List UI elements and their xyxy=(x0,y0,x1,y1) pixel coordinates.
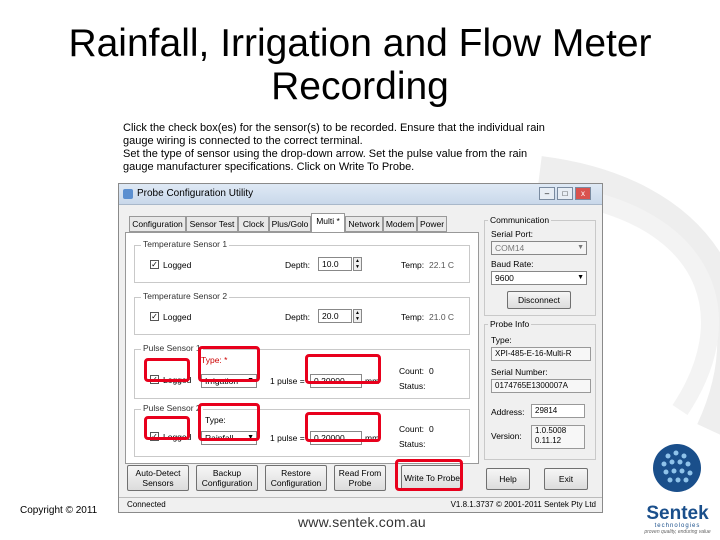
highlight-box-pulse-1 xyxy=(305,354,381,384)
status-bar xyxy=(119,497,602,512)
group-legend: Temperature Sensor 1 xyxy=(143,239,228,249)
pulse-label: 1 pulse = xyxy=(270,376,305,386)
write-to-probe-button[interactable]: Write To Probe xyxy=(401,465,463,491)
auto-detect-sensors-button[interactable]: Auto-Detect Sensors xyxy=(127,465,189,491)
instruction-line: Click the check box(es) for the sensor(s) to be recorded. Ensure that the individual rain xyxy=(123,122,545,134)
minimize-button[interactable]: – xyxy=(539,187,555,200)
temp2-logged-checkbox[interactable]: ✓ xyxy=(151,312,158,321)
window-title: Probe Configuration Utility xyxy=(137,188,254,199)
unit-label: mm xyxy=(365,376,380,386)
disconnect-button[interactable]: Disconnect xyxy=(507,291,571,309)
group-legend: Pulse Sensor 1 xyxy=(143,343,201,353)
chevron-down-icon: ▼ xyxy=(577,244,584,251)
instructions xyxy=(123,122,593,174)
status-label: Status: xyxy=(399,439,426,449)
highlight-box-write xyxy=(395,459,463,491)
logged-label: Logged xyxy=(163,260,192,270)
baud-rate-value: 9600 xyxy=(495,273,514,283)
group-legend: Communication xyxy=(490,215,550,225)
version-line: 1.0.5008 xyxy=(535,426,567,435)
tab-configuration[interactable]: Configuration xyxy=(129,216,186,232)
tab-sensor-test[interactable]: Sensor Test xyxy=(186,216,238,232)
temperature-sensor-2-group xyxy=(134,291,470,335)
sentek-logo xyxy=(640,440,715,535)
probe-config-window xyxy=(118,183,603,513)
logged-label: Logged xyxy=(163,375,192,385)
close-button[interactable]: x xyxy=(575,187,591,200)
app-icon xyxy=(123,189,133,199)
type-label: Type: * xyxy=(201,355,228,365)
highlight-box-pulse-2 xyxy=(305,412,381,442)
tab-modem[interactable]: Modem xyxy=(383,216,417,232)
chevron-down-icon: ▼ xyxy=(577,274,584,281)
instruction-line: gauge wiring is connected to the correct terminal. xyxy=(123,135,363,147)
serial-port-value: COM14 xyxy=(495,243,525,253)
temp1-depth-input[interactable]: 10.0 xyxy=(318,257,352,271)
temp1-depth-spinner[interactable]: ▲ ▼ xyxy=(353,257,362,271)
temperature-sensor-1-group xyxy=(134,239,470,283)
temp2-depth-spinner[interactable]: ▲ ▼ xyxy=(353,309,362,323)
probe-type-field: XPI-485-E-16-Multi-R xyxy=(491,347,591,361)
probe-type-label: Type: xyxy=(491,335,512,345)
pulse-label: 1 pulse = xyxy=(270,433,305,443)
pulse1-logged-checkbox[interactable]: ✓ xyxy=(151,375,158,384)
brand-tagline: proven quality, enduring value xyxy=(644,529,711,535)
highlight-box-type-2 xyxy=(198,403,260,441)
brand-name: Sentek xyxy=(646,503,709,524)
instruction-line: Set the type of sensor using the drop-down arrow. Set the pulse value from the rain xyxy=(123,148,528,160)
pulse1-count: 0 xyxy=(429,366,434,376)
backup-configuration-button[interactable]: Backup Configuration xyxy=(196,465,258,491)
temp2-value: 21.0 C xyxy=(429,312,455,322)
read-from-probe-button[interactable]: Read From Probe xyxy=(334,465,386,491)
restore-configuration-button[interactable]: Restore Configuration xyxy=(265,465,327,491)
unit-label: mm xyxy=(365,433,380,443)
baud-rate-label: Baud Rate: xyxy=(491,259,534,269)
window-titlebar xyxy=(119,184,602,205)
version-line: 0.11.12 xyxy=(535,436,562,445)
depth-label: Depth: xyxy=(285,312,311,322)
logged-label: Logged xyxy=(163,312,192,322)
serial-port-select[interactable] xyxy=(491,241,587,255)
copyright-text: Copyright © 2011 xyxy=(20,505,98,516)
exit-button[interactable]: Exit xyxy=(544,468,588,490)
address-label: Address: xyxy=(491,407,525,417)
serial-port-label: Serial Port: xyxy=(491,229,534,239)
version-label: Version: xyxy=(491,431,522,441)
count-label: Count: xyxy=(399,424,425,434)
tab-power[interactable]: Power xyxy=(417,216,447,232)
pulse2-type-value: Rainfall xyxy=(205,433,234,443)
logged-label: Logged xyxy=(163,432,192,442)
title-line-2: Recording xyxy=(271,65,449,108)
status-label: Status: xyxy=(399,381,426,391)
serial-number-label: Serial Number: xyxy=(491,367,548,377)
tab-clock[interactable]: Clock xyxy=(238,216,269,232)
probe-info-group xyxy=(484,319,596,460)
maximize-button[interactable]: □ xyxy=(557,187,573,200)
help-button[interactable]: Help xyxy=(486,468,530,490)
chevron-down-icon: ▼ xyxy=(247,377,254,384)
communication-group xyxy=(484,215,596,316)
temp1-value: 22.1 C xyxy=(429,260,455,270)
address-field[interactable]: 29814 xyxy=(531,404,585,418)
pulse2-count: 0 xyxy=(429,424,434,434)
group-legend: Probe Info xyxy=(490,319,530,329)
connection-status: Connected xyxy=(127,500,166,509)
highlight-box-logged-2 xyxy=(144,416,190,440)
depth-label: Depth: xyxy=(285,260,311,270)
chevron-down-icon: ▼ xyxy=(247,434,254,441)
tab-multi[interactable]: Multi * xyxy=(311,213,345,233)
serial-number-field: 0174765E1300007A xyxy=(491,379,591,393)
group-legend: Temperature Sensor 2 xyxy=(143,291,228,301)
baud-rate-select[interactable] xyxy=(491,271,587,285)
brand-subtitle: technologies xyxy=(654,523,701,529)
count-label: Count: xyxy=(399,366,425,376)
temp2-depth-input[interactable]: 20.0 xyxy=(318,309,352,323)
pulse2-value-input[interactable]: 0.20000 xyxy=(310,431,362,445)
pulse2-logged-checkbox[interactable]: ✓ xyxy=(151,432,158,441)
temp1-logged-checkbox[interactable]: ✓ xyxy=(151,260,158,269)
globe-icon xyxy=(640,440,715,500)
slide-title xyxy=(0,22,720,108)
website-url: www.sentek.com.au xyxy=(298,514,426,530)
pulse1-type-value: Irrigation xyxy=(205,376,239,386)
type-label: Type: xyxy=(205,415,226,425)
version-copyright: V1.8.1.3737 © 2001-2011 Sentek Pty Ltd xyxy=(450,500,596,509)
highlight-box-type-1 xyxy=(198,346,260,382)
version-field xyxy=(531,425,585,449)
temp-label: Temp: xyxy=(401,312,425,322)
title-line-1: Rainfall, Irrigation and Flow Meter xyxy=(68,22,652,65)
temp-label: Temp: xyxy=(401,260,425,270)
tab-network[interactable]: Network xyxy=(345,216,383,232)
instruction-line: gauge manufacturer specifications. Click on Write To Probe. xyxy=(123,161,415,173)
pulse1-value-input[interactable]: 0.20000 xyxy=(310,374,362,388)
highlight-box-logged-1 xyxy=(144,358,190,382)
group-legend: Pulse Sensor 2 xyxy=(143,403,201,413)
tab-plus-golo[interactable]: Plus/Golo xyxy=(269,216,311,232)
